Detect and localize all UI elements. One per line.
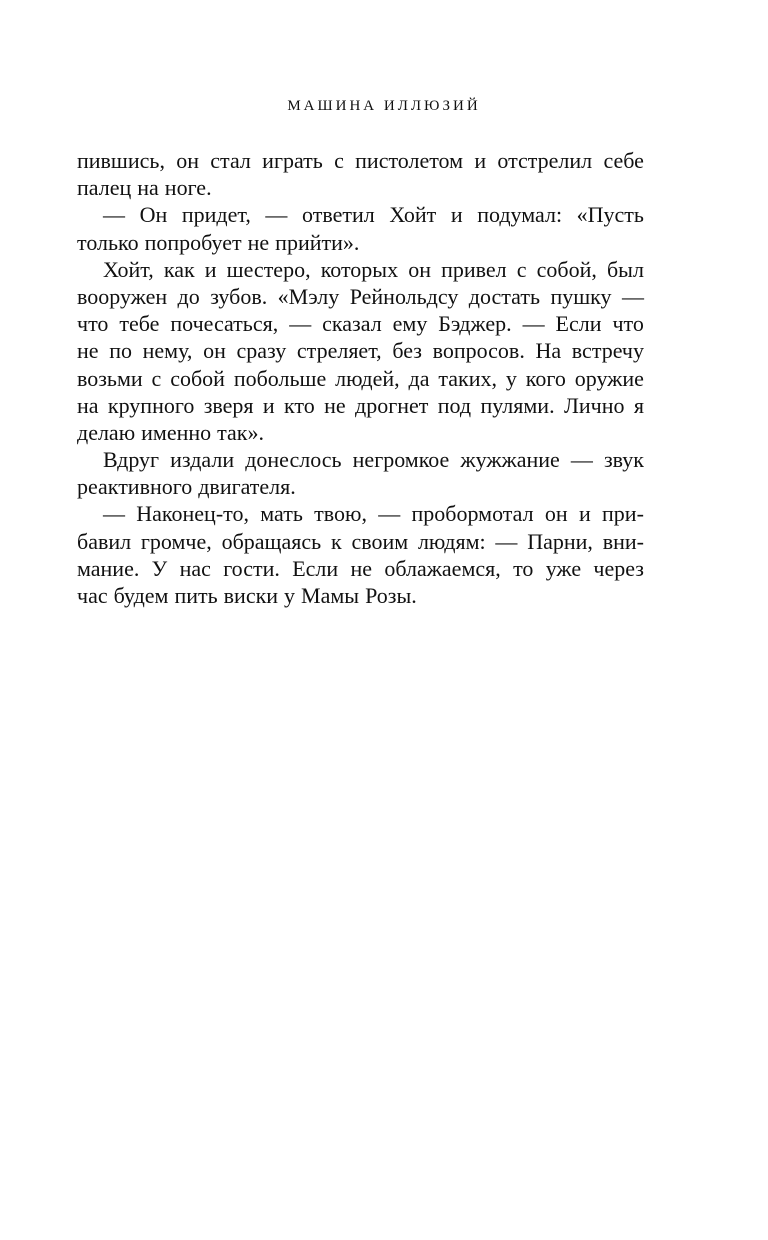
text-line: палец на ноге.	[77, 175, 212, 201]
text-line: делаю именно так».	[77, 419, 264, 445]
text-line: Хойт, как и шестеро, которых он привел с собой, был	[103, 256, 644, 282]
text-line: не по нему, он сразу стреляет, без вопросов. На встречу	[77, 338, 644, 364]
text-line: только попробует не прийти».	[77, 229, 360, 255]
text-line: пившись, он стал играть с пистолетом и отстрелил себе	[77, 148, 644, 173]
text-line: реактивного двигателя.	[77, 474, 296, 500]
text-line: бавил громче, обращаясь к своим людям: — Парни, вни-	[77, 528, 644, 554]
text-line: возьми с собой побольше людей, да таких, у кого оружие	[77, 365, 644, 391]
body-text	[77, 147, 644, 609]
text-line: час будем пить виски у Мамы Розы.	[77, 583, 417, 608]
text-line: Вдруг издали донеслось негромкое жужжание — звук	[103, 447, 644, 473]
text-line: что тебе почесаться, — сказал ему Бэджер. — Если что	[77, 311, 644, 337]
running-head: МАШИНА ИЛЛЮЗИЙ	[287, 98, 481, 114]
text-line: — Он придет, — ответил Хойт и подумал: «Пусть	[103, 202, 644, 228]
text-line: вооружен до зубов. «Мэлу Рейнольдсу достать пушку —	[77, 283, 644, 309]
text-line: на крупного зверя и кто не дрогнет под пулями. Лично я	[77, 392, 644, 418]
text-line: — Наконец-то, мать твою, — пробормотал он и при-	[103, 501, 644, 527]
text-line: мание. У нас гости. Если не облажаемся, то уже через	[77, 555, 644, 581]
